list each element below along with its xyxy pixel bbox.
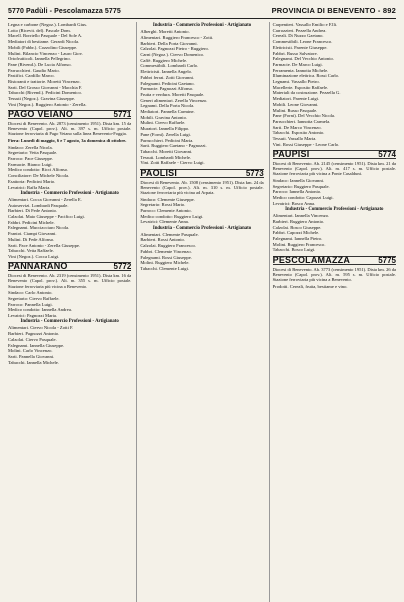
list-item: Commestibili. Lombardi Carlo. (140, 63, 199, 69)
list-item: Tabacchi. Esposito Antonio. (272, 130, 325, 136)
list-item: Mobili (Fabbr.). Cozzolino Giuseppe. (8, 44, 78, 50)
list-item: Pane (Rivend.). De Lucia Alfonso. (8, 61, 72, 67)
list-item: Tabacchi (Rivend.). Pedicini Domenico. (8, 90, 82, 96)
header-right: PROVINCIA DI BENEVENTO - 892 (271, 6, 396, 15)
list-item: Tabacchi. Clemente Luigi. (140, 266, 189, 271)
column-2 (136, 22, 263, 602)
list-item: Parrucchieri. Pedicini Maria. (140, 137, 194, 143)
list-item: Legnami. Vassallo Pietro. (272, 79, 320, 85)
list-item: Medico condotto: Capozzi Luigi. (272, 195, 334, 201)
list-item: Fabbri. Capozzi Michele. (272, 230, 320, 236)
list-item: Fabbri. Pedicini Michele. (8, 219, 55, 225)
list-item: Alimentari. Ciervo Nicola - Zotti F. (8, 325, 74, 331)
town-name: PAUPISI (272, 148, 310, 159)
list-item: Elettricisti. Parente Giuseppe. (272, 44, 328, 50)
list-item: Tessuti (Negoz.). Gravina Giuseppe. (8, 96, 76, 102)
town-intro: Diocesi di Benevento. Ab. 3773 (censimento 1951). Dista km. 26 da Benevento (Capol. prov.). Alt. m. 595 s. m. Ufficio postale. Stazione ferroviaria più vicina a Benevento. (272, 266, 396, 282)
list-item: Sarti. Pace Antonio - Zerella Giuseppe. (8, 242, 81, 248)
column-3 (269, 22, 396, 602)
list-item: Sindaco: Zerella Nicola. (8, 144, 53, 150)
list-item: Alberghi. Moretti Antonio. (140, 29, 190, 35)
list-item: Medico condotto: Ricci Alfonso. (8, 167, 69, 173)
list-item: Mulini. Di Fede Alfonso. (8, 236, 55, 242)
list-item: Legna e carbone (Negoz.). Lombardi Gius. (8, 22, 88, 27)
list-item: Sindaco: Carlo Antonio. (8, 290, 53, 296)
town-heading (8, 110, 131, 119)
list-item: Pastifici. Cardillo Marco. (8, 73, 55, 79)
section-heading: Industria - Commercio Professioni - Artigianato (152, 225, 252, 231)
list-item: Conciliatore: De Michele Nicola. (8, 173, 70, 179)
list-item: Barbieri. Pagnozzi Antonio. (8, 331, 60, 337)
list-item: Vini. Zotti Raffaele - Ciervo Luigi. (140, 160, 205, 166)
list-item: Tabacchi. Iannella Michele. (8, 359, 59, 365)
list-item: Segretario: Vetta Pasquale. (8, 150, 58, 156)
list-item: Mediatori di bestiame. Gerardi Nicola. (8, 39, 80, 45)
list-item: Molini. Ruggiero Michele. (140, 260, 190, 266)
list-item: Molini. Ruggiero Francesco. (272, 241, 326, 247)
list-item: Calzolai. Bosco Giuseppe. (272, 224, 322, 230)
list-item: Lotto (Ricevit. del). Pascale Dom. (8, 27, 71, 33)
town-number: 5774 (378, 149, 396, 159)
list-item: Alimentari. Iannella Vincenzo. (272, 213, 330, 219)
list-item: Pane (Forni). Del Vecchio Nicola. (272, 113, 336, 119)
list-item: Falegnami. Del Vecchio Antonio. (272, 56, 334, 62)
list-item: Legnami. Della Porta Nicola. (140, 103, 195, 109)
list-item: Mediatori. Parente Luigi. (272, 96, 320, 102)
list-item: Elettricisti. Iannella Angelo. (140, 69, 193, 75)
list-item: Ferramenta. Iannotta Michele. (272, 67, 329, 73)
page-header (8, 6, 396, 19)
town-number: 5775 (378, 255, 396, 265)
town-heading (140, 169, 263, 178)
list-item: Segretario: Ciervo Raffaele. (8, 295, 60, 301)
list-item: Generi alimentari. Zerella Vincenzo. (140, 97, 208, 103)
list-item: Ortofrutticoli. Iannella Pellegrino. (8, 56, 71, 62)
list-item: Sindaco: Clemente Giuseppe. (140, 196, 195, 202)
list-item: Falegnami. Mucciacciaro Nicola. (8, 225, 70, 231)
list-item: Barbieri. Ruggiero Antonio. (272, 218, 325, 224)
list-item: Prodotti. Cereali, frutta, bestiame e vino. (272, 283, 348, 289)
town-number: 5772 (113, 262, 132, 272)
list-item: Calzolai. Pagnozzi Pietro - Ruggiero. (140, 46, 209, 52)
list-item: Macellerie. Esposito Raffaele. (272, 84, 329, 90)
list-item: Barbieri. Rossi Antonio. (140, 237, 185, 243)
list-item: Mobili. Gravina Antonio. (140, 114, 188, 120)
town-heading (273, 150, 396, 159)
list-item: Esattoria: Pedicini Mario. (8, 178, 56, 184)
list-item: Carpentieri. Vassallo Emilio e F.lli. (272, 22, 338, 27)
town-intro: Diocesi di Benevento. Ab. 2319 (censimento 1951). Dista km. 16 da Benevento (Capol. prov.). Alt. m. 355 s. m. Ufficio postale. Stazione ferroviaria più vicina a Benevento. (8, 273, 132, 289)
list-item: Vini (Negoz.). Ruggiero Antonio - Zerella. (8, 101, 87, 107)
list-item: Falegnami. Pedicini Gaetano. (140, 80, 195, 86)
list-item: Carrozzieri. Pezzella Andrea. (272, 27, 327, 33)
list-item: Calzolai. Ciervo Pasquale. (8, 336, 57, 342)
list-item: Levatrici: Raffa Maria. (8, 184, 51, 190)
list-item: Frantoi. Ciampi Giovanni. (8, 231, 57, 237)
list-item: Parrucchieri. Gaudio Mario. (8, 67, 60, 73)
header-left: 5770 Padùli - Pescolamazza 5775 (8, 8, 121, 15)
list-item: Medico condotto: Ruggiero Luigi. (140, 213, 204, 219)
town-notice: Fiera: Lunedì di maggio, 6 e 7 agosto, 3a domenica di ottobre. (8, 138, 127, 144)
list-item: Mulini. Russo Pasquale. (272, 107, 318, 113)
section-heading: Industria - Commercio Professioni - Artigianato (152, 23, 252, 28)
column-1 (8, 22, 131, 602)
list-item: Farmacie. Pagnozzi Alfonso. (140, 86, 194, 92)
list-item: Ristoranti e trattorie. Moretti Vincenzo. (8, 79, 81, 85)
list-item: Tabacchi. Moretti Giovanni. (140, 148, 193, 154)
list-item: Farmacie. Bianco Luigi. (8, 161, 53, 167)
list-item: Tabacchi. Bosco Luigi. (272, 247, 316, 253)
section-heading: Industria - Commercio Professioni - Artigianato (20, 190, 119, 196)
town-heading (8, 262, 131, 271)
list-item: Sarti. Pannella Giovanni. (8, 353, 55, 359)
list-item: Falegnami. Iannella Pietro. (272, 235, 323, 241)
list-item: Mediatori. Pannella Carmine. (140, 109, 195, 115)
list-item: Barbieri. Della Porta Giovanni. (140, 40, 198, 46)
town-intro: Diocesi di Benevento. Ab. 1508 (censimento 1951). Dista km. 24 da Benevento (Capol. prov.). Alt. m. 310 s. m. Ufficio postale. Stazione ferroviaria più vicina ad Arpaia. (140, 179, 264, 195)
list-item: Macell. Borriello Pasquale - Del Sole A. (8, 33, 83, 39)
list-item: Mulini. Ciervo Raffaele. (140, 120, 186, 126)
list-item: Fabbri ferrai. Zotti Giovanni. (140, 74, 195, 80)
list-item: Commestibili. Leone Francesco. (272, 39, 333, 45)
town-name: PAOLISI (140, 167, 178, 178)
list-item: Segretario: Rossi Mario. (140, 202, 186, 208)
list-item: Fabbri. Clemente Vincenzo. (140, 248, 192, 254)
list-item: Farmacie. De Marco Luigi. (272, 61, 323, 67)
list-item: Tabacchi. Vetta Raffaele. (8, 248, 54, 254)
list-item: Tessuti. Lombardi Michele. (140, 154, 192, 160)
list-item: Parroco: Iannella Antonio. (272, 189, 322, 195)
list-item: Tessuti. Vassallo Maria. (272, 136, 317, 142)
section-heading: Industria - Commercio Professioni - Artigianato (285, 206, 384, 212)
list-item: Sarti. Ruggiero Gaetano - Pagnozzi. (140, 143, 207, 149)
town-number: 5773 (245, 168, 264, 178)
list-item: Parrucchieri. Iannotta Carmela. (272, 118, 331, 124)
list-item: Parroco: Pace Giuseppe. (8, 156, 54, 162)
town-name: PESCOLAMAZZA (272, 254, 351, 265)
list-item: Fabbri. Russo Salvatore. (272, 50, 318, 56)
list-item: Alimentari. Ruggiero Francesco - Zotti. (140, 34, 214, 40)
list-item: Sarti. Del Grosso Giovanni - Macchia F. (8, 84, 83, 90)
list-item: Sarti. De Marco Vincenzo. (272, 124, 322, 130)
list-item: Autoservizi. Lombardi Pasquale. (8, 202, 69, 208)
text-columns (8, 22, 396, 602)
list-item: Vini (Negoz.). Cocca Luigi. (8, 253, 60, 259)
list-item: Carni (Negoz.). Ciervo Domenico. (140, 52, 205, 58)
list-item: Vini. Rossi Giuseppe - Leone Carlo. (272, 141, 340, 147)
list-item: Barbieri. Di Fede Antonio. (8, 208, 58, 214)
list-item: Muratori. Iannella Filippo. (140, 126, 190, 132)
list-item: Materiali da costruzione. Pezzella G. (272, 90, 341, 96)
list-item: Sindaco: Iannella Giovanni. (272, 177, 325, 183)
list-item: Calzolai. Ruggiero Francesco. (140, 243, 196, 249)
town-intro: Diocesi di Benevento. Ab. 2873 (censimento 1951). Dista km. 15 da Benevento (Capol. prov.). Alt. m. 397 s. m. Ufficio postale. Stazione ferroviaria di Pago Veiano sulla linea Benevento-Foggia. (8, 121, 132, 137)
town-name: PAGO VEIANO (8, 109, 74, 120)
list-item: Mulini. Bilancio Vincenzo - Lauro Giov. (8, 50, 83, 56)
list-item: Calzolai. Maio Giuseppe - Pacifico Luigi. (8, 214, 85, 220)
list-item: Frutta e verdura. Moretti Pasquale. (140, 91, 205, 97)
list-item: Mobili. Leone Giovanni. (272, 101, 319, 107)
list-item: Levatrici: Pagnozzi Maria. (8, 312, 58, 318)
list-item: Levatrici: Bosco Anna. (272, 200, 316, 206)
list-item: Illuminazione elettrica. Rossi Carlo. (272, 73, 340, 79)
list-item: Parroco: Pannella Luigi. (8, 301, 53, 307)
town-intro: Diocesi di Benevento. Ab. 2145 (censimento 1951). Dista km. 21 da Benevento (Capol. prov.). Alt. m. 417 s. m. Ufficio postale. Stazione ferroviaria più vicina a Ponte Casalduni. (272, 161, 396, 177)
town-heading (273, 256, 396, 265)
list-item: Falegnami. Rossi Giuseppe. (140, 254, 192, 260)
list-item: Segretario: Ruggiero Pasquale. (272, 183, 330, 189)
list-item: Parroco: Clemente Antonio. (140, 207, 192, 213)
list-item: Pane (Forni). Zerella Luigi. (140, 131, 191, 137)
list-item: Alimentari. Clemente Pasquale. (140, 231, 199, 237)
list-item: Molini. Carlo Vincenzo. (8, 348, 53, 354)
town-name: PANNARANO (8, 261, 68, 272)
list-item: Falegnami. Iannella Giuseppe. (8, 342, 65, 348)
list-item: Alimentari. Cocca Giovanni - Zerella E. (8, 196, 82, 202)
list-item: Medico condotto: Iannella Andrea. (8, 307, 73, 313)
list-item: Cereali. Di Nuzzo Gaetano. (272, 33, 324, 39)
list-item: Levatrici: Clemente Anna. (140, 219, 189, 225)
section-heading: Industria - Commercio Professioni - Artigianato (20, 319, 119, 325)
town-number: 5771 (113, 110, 132, 120)
list-item: Caffè. Ruggiero Michele. (140, 57, 188, 63)
